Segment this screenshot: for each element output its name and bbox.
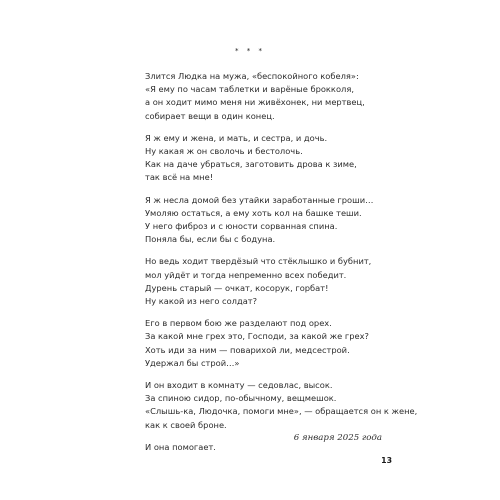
stanza <box>145 255 415 308</box>
stanza <box>145 317 415 370</box>
page-number: 13 <box>381 456 392 465</box>
poem-line: Ну какая ж он сволочь и бестолочь. <box>145 146 303 157</box>
poem-line: собирает вещи в один конец. <box>145 110 275 121</box>
poem-line: «Я ему по часам таблетки и варёные брокколя, <box>145 84 354 95</box>
poem-line: И она помогает. <box>145 441 216 452</box>
stanza <box>145 132 415 185</box>
poem-line: «Слышь-ка, Людочка, помоги мне», — обращается он к жене, <box>145 406 418 417</box>
poem-line: Я ж ему и жена, и мать, и сестра, и дочь. <box>145 132 328 143</box>
poem-body <box>145 70 418 463</box>
poem-date: 6 января 2025 года <box>293 433 382 443</box>
poem-line: Поняла бы, если бы с бодуна. <box>145 234 276 245</box>
stanza <box>145 194 415 247</box>
poem-line: Но ведь ходит твердёзый что стёклышко и бубнит, <box>145 256 372 267</box>
poem-line: мол уйдёт и тогда непременно всех победит. <box>145 269 347 280</box>
poem-line: а он ходит мимо меня ни живёхонек, ни мертвец, <box>145 97 365 108</box>
poem-line: Хоть иди за ним — поварихой ли, медсестрой. <box>145 344 350 355</box>
section-separator: * * * <box>235 47 265 55</box>
poem-line: как к своей броне. <box>145 419 227 430</box>
poem-line: Ну какой из него солдат? <box>145 296 258 307</box>
poem-line: За спиною сидор, по-обычному, вещмешок. <box>145 393 337 404</box>
poem-line: Злится Людка на мужа, «беспокойного кобеля»: <box>145 71 359 81</box>
poem-line: За какой мне грех это, Господи, за какой же грех? <box>145 331 369 342</box>
poem-line: Как на даче убраться, заготовить дрова к зиме, <box>145 159 357 170</box>
stanza <box>145 70 415 123</box>
poem-line: Удержал бы строй…» <box>145 357 240 368</box>
poem-line: Умоляю остаться, а ему хоть кол на башке теши. <box>145 207 362 218</box>
poem-line: И он входит в комнату — седовлас, высок. <box>145 380 333 391</box>
poem-line: У него фиброз и с юности сорванная спина. <box>145 221 338 232</box>
poem-line: Я ж несла домой без утайки заработанные гроши… <box>145 194 374 205</box>
poem-line: так всё на мне! <box>145 172 214 183</box>
poem-line: Дурень старый — очкат, косорук, горбат! <box>145 282 329 293</box>
poem-line: Его в первом бою же разделают под орех. <box>145 318 332 329</box>
stanza <box>145 379 418 432</box>
